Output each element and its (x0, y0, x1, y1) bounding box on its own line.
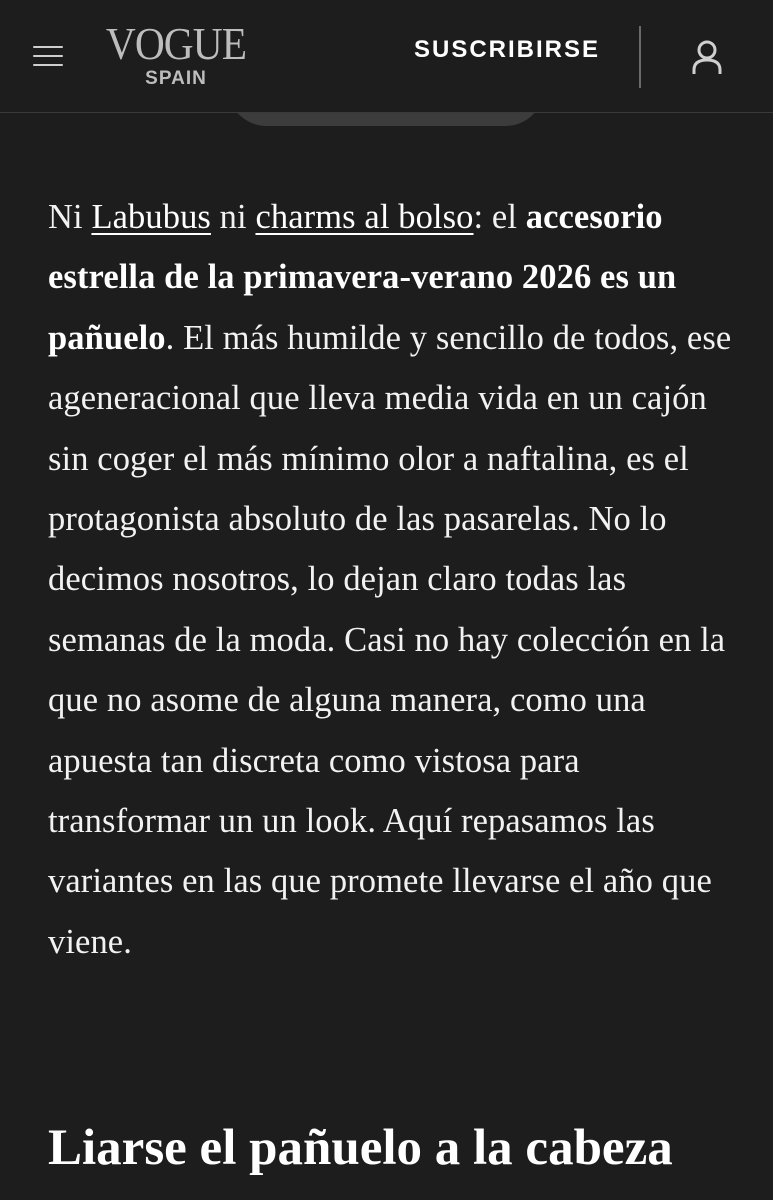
vogue-spain-logo[interactable] (98, 19, 254, 90)
labubus-link[interactable]: Labubus (91, 198, 211, 236)
intro-text: ni (210, 198, 256, 236)
header-divider (639, 26, 641, 88)
hamburger-menu-icon[interactable] (33, 44, 63, 68)
section-heading: Liarse el pañuelo a la cabeza (48, 1120, 673, 1176)
article-intro-paragraph (48, 187, 738, 972)
logo-edition: SPAIN (145, 68, 207, 89)
intro-text: : el (473, 198, 526, 236)
intro-text: . El más humilde y sencillo de todos, ese ageneracional que lleva media vida en un cajón sin coger el más mínimo olor a naftalina, es el protagonista absoluto de las pasarelas. No lo decimos nosotros, lo dejan claro todas las semanas de la moda. Casi no hay colección en la que no asome de alguna manera, como una apuesta tan discreta como vistosa para transformar un un look. Aquí repasamos las variantes en las que promete llevarse el año que viene. (48, 318, 732, 961)
intro-text: Ni (48, 198, 92, 236)
user-icon[interactable] (688, 38, 726, 76)
subscribe-button[interactable]: SUSCRIBIRSE (414, 36, 601, 63)
charms-al-bolso-link[interactable]: charms al bolso (255, 198, 474, 236)
logo-wordmark: VOGUE (105, 19, 247, 69)
top-navigation-bar (0, 0, 773, 113)
intro-highlight: accesorio estrella de la primavera-verano 2026 es un pañuelo (48, 198, 677, 357)
